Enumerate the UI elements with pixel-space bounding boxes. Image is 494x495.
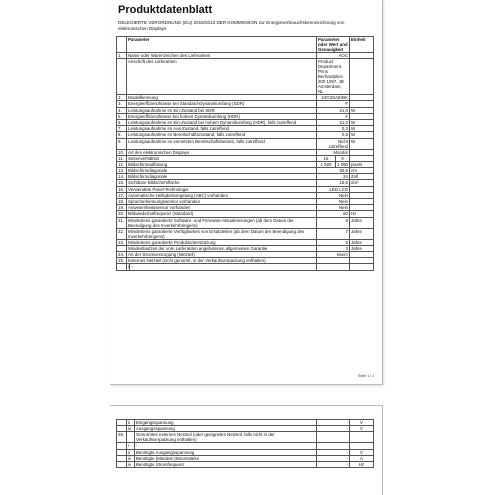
row-value: Nein	[316, 199, 349, 205]
row-number: 11.	[117, 155, 127, 161]
row-parameter: Art der Stromversorgung (Netzteil)	[127, 251, 317, 257]
row-unit: W	[350, 119, 374, 125]
row-value-2: 1 080	[336, 161, 348, 167]
row-number: 4.	[117, 107, 127, 113]
row-parameter: Leistungsaufnahme im vernetzten Bereitschaftsbetrieb, falls zutreffend	[127, 138, 317, 149]
row-parameter: Art des elektronischen Displays	[127, 149, 317, 155]
row-value-2: 9	[335, 155, 349, 161]
row-value: 7	[316, 228, 349, 239]
row-unit: dm²	[350, 180, 374, 186]
table-row	[117, 432, 374, 443]
page-title: Produktdatenblatt	[118, 4, 213, 16]
row-parameter: Benötigte (Mindest-)Stromstärke	[135, 455, 317, 461]
row-unit: Jahre	[350, 239, 374, 245]
row-number: 18.	[117, 199, 127, 205]
row-parameter: Mindestens garantierte Software- und Firmware-Aktualisierungen (ab dem Datum der Beendigung des Inverkehrbringens)	[127, 217, 317, 228]
row-parameter: Benötigte Ausgangsspannung	[135, 449, 317, 455]
row-parameter: Verwendete Panel-Technologie	[127, 186, 317, 192]
row-number: 12.	[117, 161, 127, 167]
row-parameter: Energieeffizienzklasse bei Standard-Dynamikumfang (SDR)	[127, 101, 317, 107]
row-value: -	[317, 426, 350, 432]
row-value-1: 1 920	[316, 161, 335, 167]
row-number: 5.	[117, 113, 127, 119]
row-value: 24G2SAE/BK	[316, 95, 349, 101]
row-number: 20.	[117, 211, 127, 217]
row-parameter: Bildschirmauflösung	[127, 161, 317, 167]
row-value: AOC	[316, 53, 349, 59]
row-number	[117, 59, 127, 95]
table-row	[117, 461, 374, 467]
row-parameter: Leistungsaufnahme im Aus-Zustand, falls zutreffend	[127, 126, 317, 132]
row-value: -	[317, 461, 350, 467]
product-data-table	[116, 36, 374, 271]
row-subnumber: i	[127, 443, 135, 449]
row-number: 1.	[117, 53, 127, 59]
row-number: 21.	[117, 217, 127, 228]
row-parameter: Leistungsaufnahme im Ein-Zustand bei SDR	[127, 107, 317, 113]
row-number: 10.	[117, 149, 127, 155]
row-number	[117, 461, 127, 467]
row-value	[316, 264, 349, 270]
row-value: -	[317, 420, 350, 426]
header-value: Parameter oder Wert und Genauigkeit	[317, 37, 348, 52]
row-value: Nein	[316, 192, 349, 198]
row-parameter: Bildschirmdiagonale	[127, 174, 317, 180]
row-unit	[350, 432, 374, 443]
row-number: 9.	[117, 138, 127, 149]
row-parameter: Bildschirmdiagonale	[127, 168, 317, 174]
row-number: 15.	[117, 180, 127, 186]
row-unit: Hz	[350, 211, 374, 217]
row-number: 2.	[117, 95, 127, 101]
row-number: 3.	[117, 101, 127, 107]
row-number: 13.	[117, 168, 127, 174]
row-parameter: Modellkennung	[127, 95, 317, 101]
row-value: 60	[316, 211, 349, 217]
row-subnumber: ii	[127, 420, 135, 426]
row-value: -	[317, 449, 350, 455]
row-value: LED LCD	[316, 186, 349, 192]
row-unit: A	[350, 455, 374, 461]
row-subnumber: iii	[127, 426, 135, 432]
row-parameter: Leistungsaufnahme im Ein-Zustand bei hohem Dynamikumfang (HDR), falls zutreffend	[127, 119, 317, 125]
row-unit: V	[350, 426, 374, 432]
row-value: 0,3	[316, 126, 349, 132]
row-parameter: Seitenverhältnis	[127, 155, 317, 161]
table-row	[117, 217, 374, 228]
row-number: 22.	[117, 228, 127, 239]
row-number: 26.	[117, 432, 127, 443]
row-value: 21,0	[316, 119, 349, 125]
row-subnumber: i	[128, 264, 129, 270]
regulation-subtitle: DELEGIERTE VERORDNUNG (EU) 2019/2013 DER KOMMISSION zur Energieverbrauchskennzeichnung von elektronischen Displays	[118, 20, 345, 31]
row-subnumber: iii	[127, 455, 135, 461]
row-parameter: Name oder Warenzeichen des Lieferanten	[127, 53, 317, 59]
row-number	[117, 264, 127, 270]
row-number: 23.	[117, 239, 127, 245]
row-value: 3	[316, 245, 349, 251]
row-parameter: Mindestlaufzeit der vom Lieferanten angebotenen allgemeinen Garantie	[127, 245, 317, 251]
row-parameter: -	[135, 443, 317, 449]
row-parameter: Benötigte Stromfrequenz	[135, 461, 317, 467]
row-parameter: Ausgangsspannung	[135, 426, 317, 432]
row-subnumber: iv	[127, 461, 135, 467]
table-row	[117, 228, 374, 239]
table-row	[117, 138, 374, 149]
row-value	[317, 432, 350, 443]
row-parameter: Leistungsaufnahme im Bereitschaftszustand, falls zutreffend	[127, 132, 317, 138]
row-value: Intern	[316, 251, 349, 257]
row-value-1: 16	[316, 155, 335, 161]
row-number: 19.	[117, 205, 127, 211]
row-parameter: -	[130, 264, 317, 270]
row-value: Product Department, Prins Berhardplein 200 1097, JB Amsterdam, NL	[316, 59, 349, 95]
row-unit	[350, 59, 374, 95]
row-subnumber	[127, 432, 135, 443]
row-parameter: Genormtes externes Netzteil (oder geeignetes Netzteil, falls nicht in der Verkaufsverpackung enthalten)	[135, 432, 317, 443]
row-parameter: Bildwiederholfrequenz (Standard)	[127, 211, 317, 217]
row-value: 21,0	[316, 107, 349, 113]
row-unit: Zoll	[350, 174, 374, 180]
row-value: F	[316, 101, 349, 107]
row-unit: W	[350, 138, 374, 149]
row-value: 15,6	[316, 180, 349, 186]
row-parameter: Anwesenheitssensor vorhanden	[127, 205, 317, 211]
row-unit: Jahre	[350, 228, 374, 239]
row-value: 8	[316, 217, 349, 228]
row-unit	[350, 264, 374, 270]
row-parameter: Sichtbare Bildschirmfläche	[127, 180, 317, 186]
row-number: 8.	[117, 132, 127, 138]
row-value: -	[317, 455, 350, 461]
row-number: 7.	[117, 126, 127, 132]
row-unit: W	[350, 132, 374, 138]
row-number: 17.	[117, 192, 127, 198]
row-value: 8	[316, 239, 349, 245]
row-value: 60,5	[316, 168, 349, 174]
row-value: 0,5	[316, 132, 349, 138]
row-number: 25.	[117, 258, 127, 264]
header-parameter: Parameter	[127, 37, 317, 53]
row-unit: W	[350, 107, 374, 113]
row-parameter: Spracherkennungssensor vorhanden	[127, 199, 317, 205]
row-parameter: Automatische Helligkeitsregelung (ABC) vorhanden	[127, 192, 317, 198]
row-parameter: Mindestens garantierte Verfügbarkeit von Ersatzteilen (ab dem Datum der Beendigung des Inverkehrbringens)	[127, 228, 317, 239]
row-value: Nein	[316, 205, 349, 211]
row-parameter: Eingangsspannung	[135, 420, 317, 426]
row-parameter: Externes Netzteil (nicht genormt, in der Verkaufsverpackung enthalten)	[127, 258, 317, 264]
row-unit: Jahre	[350, 217, 374, 228]
table-row	[117, 264, 374, 270]
row-value: F	[316, 113, 349, 119]
header-nr	[117, 37, 127, 53]
product-data-table-continued	[116, 419, 374, 468]
row-parameter: Energieeffizienzklasse bei hohem Dynamikumfang (HDR)	[127, 113, 317, 119]
row-unit: Hz	[350, 461, 374, 467]
header-unit: Einheit	[350, 37, 374, 53]
table-row	[117, 59, 374, 95]
row-subnumber: ii	[127, 449, 135, 455]
page-footer: Seite 1 / 2	[358, 374, 375, 378]
row-unit: cm	[350, 168, 374, 174]
row-unit: V	[350, 420, 374, 426]
row-number: 6.	[117, 119, 127, 125]
row-parameter: Mindestens garantierte Produktunterstützung	[127, 239, 317, 245]
row-number: 14.	[117, 174, 127, 180]
row-parameter: Anschrift des Lieferanten	[127, 59, 317, 95]
row-number: 24.	[117, 251, 127, 257]
row-value: Monitor	[316, 149, 349, 155]
row-value: 24	[316, 174, 349, 180]
row-unit: Jahre	[350, 245, 374, 251]
row-unit: W	[350, 126, 374, 132]
row-value: Nicht zutreffend	[316, 138, 349, 149]
row-unit: pixels	[350, 161, 374, 167]
row-number: 16.	[117, 186, 127, 192]
row-unit: V	[350, 449, 374, 455]
